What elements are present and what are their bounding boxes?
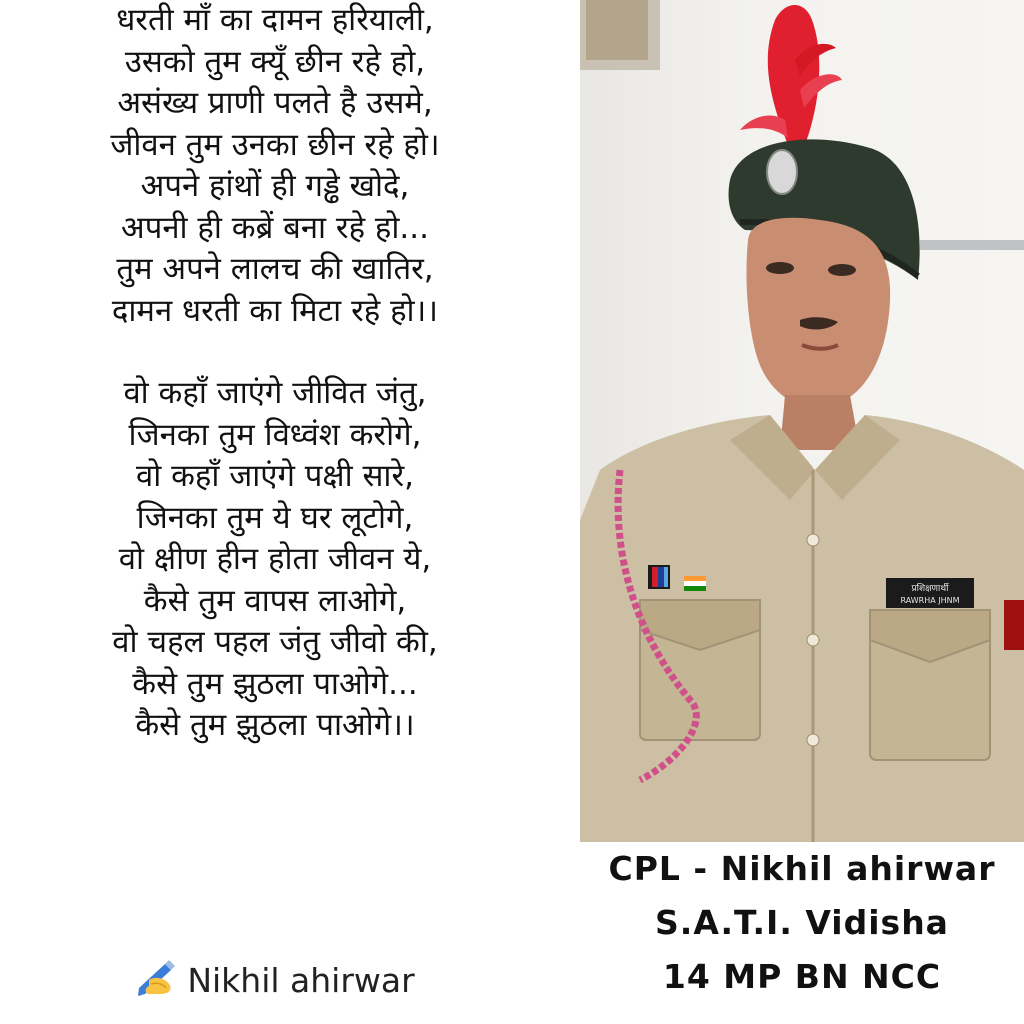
poem-line: कैसे तुम झुठला पाओगे... <box>132 665 418 702</box>
signature <box>40 958 510 1004</box>
poem-line: कैसे तुम वापस लाओगे, <box>143 582 407 619</box>
poem <box>40 0 510 747</box>
caption-unit: 14 MP BN NCC <box>662 957 942 996</box>
cadet-photo <box>580 0 1024 842</box>
poem-line: अपने हांथों ही गड्ढे खोदे, <box>140 168 410 204</box>
name-tag-line1: प्रशिक्षणार्थी <box>911 584 949 594</box>
signature-name: Nikhil ahirwar <box>187 961 415 1000</box>
caption-rank-name: CPL - Nikhil ahirwar <box>608 849 996 888</box>
name-tag-line2: RAWRHA JHNM <box>900 596 960 605</box>
writing-hand-icon <box>135 958 179 998</box>
poem-line: धरती माँ का दामन हरियाली, <box>116 2 434 38</box>
poem-line: उसको तुम क्यूँ छीन रहे हो, <box>124 43 426 80</box>
poem-stanza-1 <box>40 0 510 332</box>
plume <box>740 5 842 152</box>
poem-line: तुम अपने लालच की खातिर, <box>116 251 434 287</box>
poem-line: वो कहाँ जाएंगे जीवित जंतु, <box>123 375 427 411</box>
caption <box>580 842 1024 1004</box>
poem-line: कैसे तुम झुठला पाओगे।। <box>135 707 415 743</box>
poem-line: दामन धरती का मिटा रहे हो।। <box>111 292 439 329</box>
stanza-gap <box>40 332 510 373</box>
poem-line: जिनका तुम ये घर लूटोगे, <box>136 499 414 536</box>
poem-line: जिनका तुम विध्वंश करोगे, <box>128 416 422 453</box>
poem-line: वो कहाँ जाएंगे पक्षी सारे, <box>136 458 414 494</box>
poem-line: जीवन तुम उनका छीन रहे हो। <box>110 126 440 163</box>
poem-line: वो चहल पहल जंतु जीवो की, <box>112 624 438 660</box>
poem-stanza-2 <box>40 373 510 747</box>
poem-line: वो क्षीण हीन होता जीवन ये, <box>118 541 432 577</box>
poem-line: अपनी ही कब्रें बना रहे हो... <box>121 209 429 246</box>
caption-institute: S.A.T.I. Vidisha <box>655 903 949 942</box>
poem-line: असंख्य प्राणी पलते है उसमे, <box>117 85 433 121</box>
